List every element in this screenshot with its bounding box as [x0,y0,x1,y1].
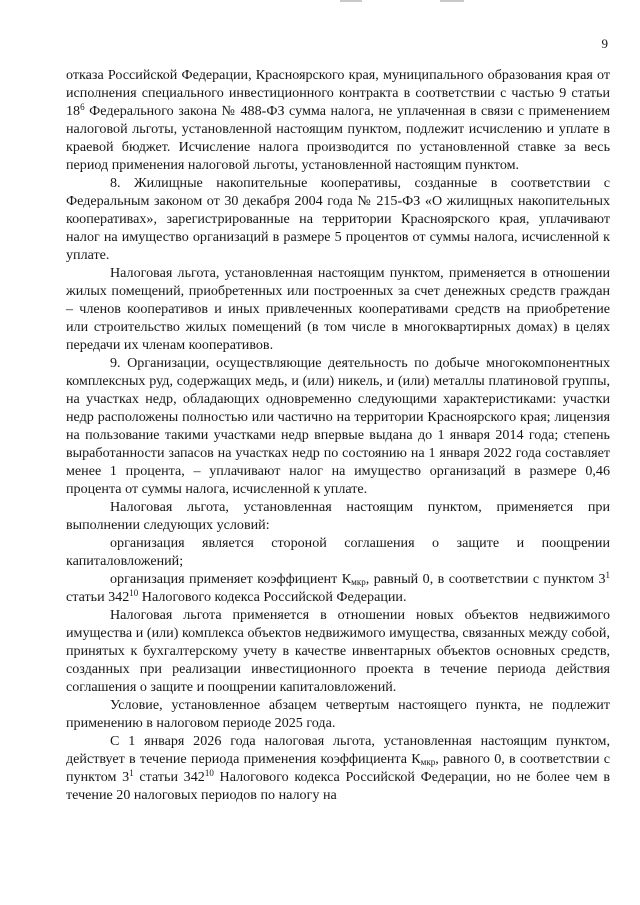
paragraph-3: Налоговая льгота, установленная настоящим пунктом, применяется в отношении жилых помещений, приобретенных или построенных за счет денежных средств граждан – членов кооперативов и иных привлеченных кооперативами средств на приобретение или строительство жилых помещений (в том числе в многоквартирных домах) в целях передачи их членам кооперативов. [66,265,610,353]
paragraph-1: отказа Российской Федерации, Красноярского края, муниципального образования края от исполнения специального инвестиционного контракта в соответствии с частью 9 статьи $18^6$ Федерального закона № 488-ФЗ сумма налога, не уплаченная в связи с применением налоговой льготы, установленной настоящим пунктом, подлежит исчислению и уплате в краевой бюджет. Исчисление налога производится по установленной ставке за весь период применения налоговой льготы, установленной настоящим пунктом. [66,67,610,173]
paragraph-10: С 1 января 2026 года налоговая льгота, установленная настоящим пунктом, действует в течение периода применения коэффициента $К_{мкр}$, равного 0, в соответствии с пунктом $3^1$ статьи $342^{10}$ Налогового кодекса Российской Федерации, но не более чем в течение 20 налоговых периодов по налогу на [66,733,610,803]
paragraph-8: Налоговая льгота применяется в отношении новых объектов недвижимого имущества и (или) комплекса объектов недвижимого имущества, связанных между собой, принятых к бухгалтерскому учету в качестве инвентарных объектов основных средств, созданных при реализации инвестиционного проекта в течение периода действия соглашения о защите и поощрении капиталовложений. [66,607,610,695]
document-body [66,66,610,804]
paragraph-6: организация является стороной соглашения о защите и поощрении капиталовложений; [66,535,610,569]
paragraph-9: Условие, установленное абзацем четвертым настоящего пункта, не подлежит применению в налоговом периоде 2025 года. [66,697,610,731]
scan-mark-right [440,0,464,2]
paragraph-5: Налоговая льгота, установленная настоящим пунктом, применяется при выполнении следующих условий: [66,499,610,533]
paragraph-2: 8. Жилищные накопительные кооперативы, созданные в соответствии с Федеральным законом от 30 декабря 2004 года № 215-ФЗ «О жилищных накопительных кооперативах», зарегистрированные на территории Красноярского края, уплачивают налог на имущество организаций в размере 5 процентов от суммы налога, исчисленной к уплате. [66,175,610,263]
paragraph-7: организация применяет коэффициент $К_{мкр}$, равный 0, в соответствии с пунктом $3^1$ статьи $342^{10}$ Налогового кодекса Российской Федерации. [66,570,611,605]
page-number: 9 [601,36,608,51]
scan-mark-left [340,0,362,2]
paragraph-4: 9. Организации, осуществляющие деятельность по добыче многокомпонентных комплексных руд, содержащих медь, и (или) никель, и (или) металлы платиновой группы, на участках недр, обладающих одновременно следующими характеристиками: участки недр расположены полностью или частично на территории Красноярского края; лицензия на пользование такими участками недр впервые выдана до 1 января 2014 года; степень выработанности запасов на участках недр по состоянию на 1 января 2022 года составляет менее 1 процента, – уплачивают налог на имущество организаций в размере 0,46 процента от суммы налога, исчисленной к уплате. [66,355,610,497]
